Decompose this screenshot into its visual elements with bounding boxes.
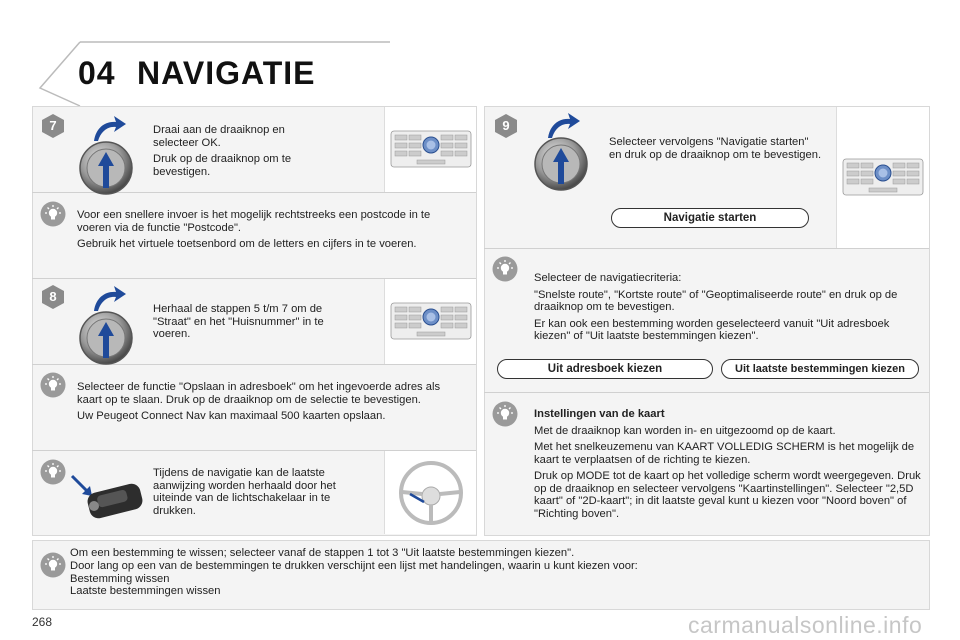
tip-4-line-3: Er kan ook een bestemming worden geselecteerd vanuit "Uit adresboek kiezen" of "Uit laatste bestemmingen kiezen". [534, 317, 890, 342]
step-badge-9 [493, 113, 519, 139]
lightbulb-icon [40, 372, 66, 398]
tip-5-text [534, 408, 924, 524]
lightbulb-icon [40, 459, 66, 485]
tip-1-line-1: Voor een snellere invoer is het mogelijk rechtstreeks een postcode in te voeren via de functie "Postcode". [77, 209, 431, 234]
tip-4-text [534, 272, 922, 347]
step-7-line-1: Draai aan de draaiknop en selecteer OK. [153, 124, 285, 149]
bottom-line-3: Bestemming wissen [70, 572, 170, 585]
step-badge-label: 7 [49, 118, 57, 133]
radio-unit-image [384, 279, 476, 364]
rotary-knob-icon [78, 310, 134, 366]
tip-2-line-1: Selecteer de functie "Opslaan in adresboek" om het ingevoerde adres als kaart op te slaan. Druk op de draaiknop om de selectie te bevestigen. [77, 381, 441, 406]
bottom-line-4: Laatste bestemmingen wissen [70, 585, 221, 598]
tip-3-line-1: Tijdens de navigatie kan de laatste aanwijzing worden herhaald door het uiteinde van de lichtschakelaar in te drukken. [153, 467, 336, 517]
tip-3-text [153, 467, 368, 521]
step-9-line-1: Selecteer vervolgens "Navigatie starten" en druk op de draaiknop om te bevestigen. [609, 136, 822, 161]
tip-5-line-2: Met het snelkeuzemenu van KAART VOLLEDIG SCHERM is het mogelijk de kaart te verplaatsen of de richting te kiezen. [534, 441, 915, 466]
navigatie-starten-button[interactable]: Navigatie starten [611, 208, 809, 228]
step-8-text [153, 303, 353, 345]
bottom-line-1: Om een bestemming te wissen; selecteer vanaf de stappen 1 tot 3 "Uit laatste bestemmingen kiezen". [70, 547, 575, 559]
lightbulb-icon [492, 256, 518, 282]
curved-arrow-icon [90, 113, 128, 143]
radio-unit-icon [387, 113, 475, 185]
tip-5-line-1: Met de draaiknop kan worden in- en uitgezoomd op de kaart. [534, 424, 836, 437]
divider [484, 248, 929, 249]
tip-4-line-2: "Snelste route", "Kortste route" of "Geoptimaliseerde route" en druk op de draaiknop om te bevestigen. [534, 288, 898, 313]
curved-arrow-icon [90, 283, 128, 313]
step-8-line-1: Herhaal de stappen 5 t/m 7 om de "Straat" en het "Huisnummer" in te voeren. [153, 303, 324, 340]
tip-1-line-2: Gebruik het virtuele toetsenbord om de letters en cijfers in te voeren. [77, 238, 417, 250]
radio-unit-icon [387, 285, 475, 357]
step-badge-8 [40, 284, 66, 310]
step-badge-label: 9 [502, 118, 510, 133]
watermark: carmanualsonline.info [688, 612, 923, 638]
lightbulb-icon [40, 201, 66, 227]
steering-wheel-image [384, 451, 476, 534]
tip-1-text [77, 209, 462, 255]
bottom-line-2: Door lang op een van de bestemmingen te drukken verschijnt een lijst met handelingen, waarin u kunt kiezen voor: [70, 559, 638, 572]
radio-unit-icon [839, 141, 927, 213]
rotary-knob-icon [533, 136, 589, 192]
bottom-text [70, 547, 920, 598]
lightbulb-icon [492, 401, 518, 427]
radio-unit-image [836, 107, 929, 248]
chapter-title: NAVIGATIE [137, 55, 316, 91]
step-badge-7 [40, 113, 66, 139]
tip-2-text [77, 381, 467, 427]
step-9-text [609, 136, 824, 165]
chapter-number: 04 [78, 55, 116, 91]
rotary-knob-icon [78, 140, 134, 196]
tip-2-line-2: Uw Peugeot Connect Nav kan maximaal 500 kaarten opslaan. [77, 410, 386, 422]
page-number: 268 [32, 615, 53, 629]
tip-5-line-3: Druk op MODE tot de kaart op het volledige scherm wordt weergegeven. Druk op de draaiknop en selecteer vervolgens "Kaartinstellingen". Selecteer "2,5D kaart" of "2D-kaart"; in dit laatste geval kunt u kiezen voor "Noord boven" of "Richting boven". [534, 470, 921, 520]
divider [484, 392, 929, 393]
tip-4-line-1: Selecteer de navigatiecriteria: [534, 272, 682, 284]
radio-unit-image [384, 107, 476, 192]
uit-adresboek-kiezen-button[interactable]: Uit adresboek kiezen [497, 359, 713, 379]
lightbulb-icon [40, 552, 66, 578]
step-7-line-2: Druk op de draaiknop om te bevestigen. [153, 153, 292, 178]
step-badge-label: 8 [49, 289, 57, 304]
step-7-text [153, 124, 333, 182]
uit-laatste-bestemmingen-kiezen-button[interactable]: Uit laatste bestemmingen kiezen [721, 359, 919, 379]
steering-wheel-icon [396, 458, 466, 528]
tip-5-title: Instellingen van de kaart [534, 408, 665, 420]
light-switch-stalk-icon [68, 470, 144, 526]
